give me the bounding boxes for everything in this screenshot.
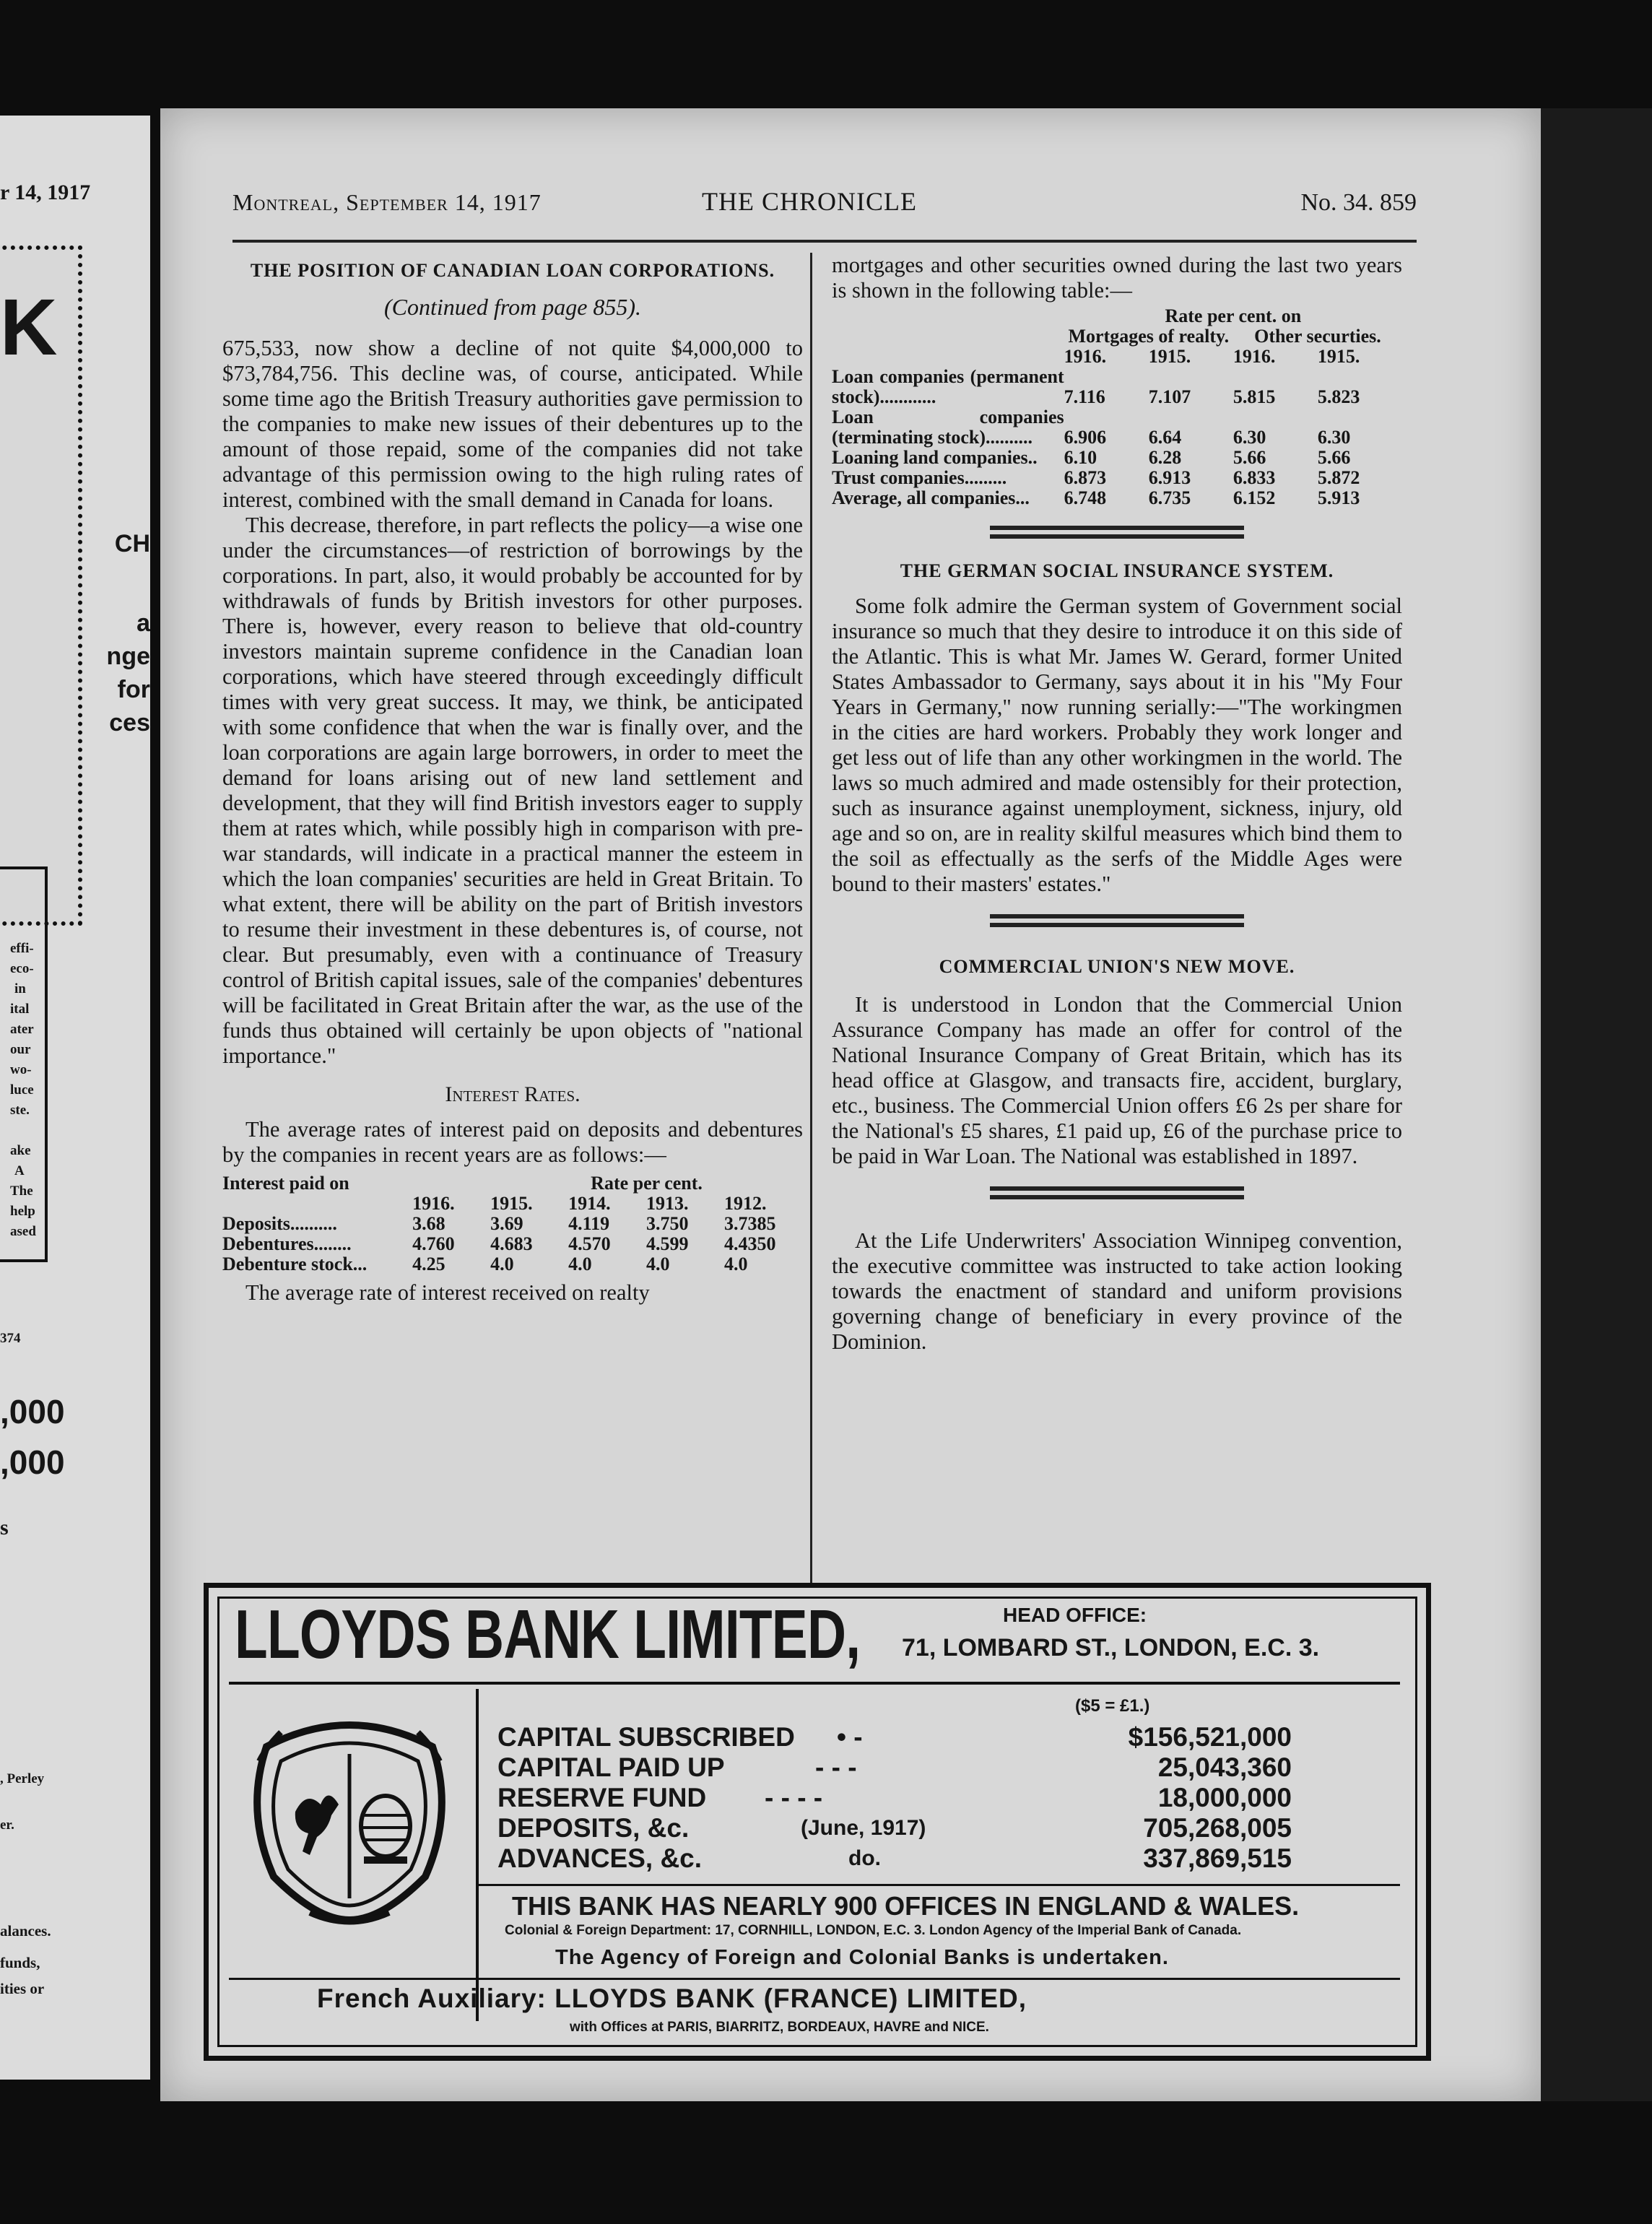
- table-header: Rate per cent. on: [1165, 305, 1302, 326]
- ad-figures: [497, 1722, 1292, 1874]
- left-page-small-2: in: [14, 981, 26, 996]
- table-cell: 1912.: [724, 1193, 767, 1214]
- ad-rule: [479, 1884, 1400, 1886]
- left-page-bottom-1: , Perley: [0, 1771, 45, 1786]
- table-header-row: [832, 306, 1402, 326]
- ad-french-auxiliary: French Auxiliary: LLOYDS BANK (FRANCE) LIMITED,: [317, 1984, 1027, 2013]
- table-cell: Loan companies (permanent stock)............: [832, 366, 1064, 407]
- ad-figure-mid: • -: [837, 1722, 863, 1752]
- table-cell: 1915.: [1317, 346, 1360, 367]
- table-cell: 3.7385: [724, 1213, 776, 1234]
- table-cell: 4.0: [724, 1254, 748, 1274]
- table-cell: 1913.: [646, 1193, 689, 1214]
- table-year-row: [832, 347, 1402, 367]
- header-issue-number: No. 34. 859: [1300, 189, 1417, 216]
- table-cell: 6.873: [1064, 467, 1107, 488]
- table-cell: 6.735: [1148, 487, 1191, 508]
- table-cell: 4.570: [568, 1233, 611, 1254]
- table-cell: Debenture stock...: [222, 1254, 368, 1274]
- table-cell: 1916.: [1064, 346, 1107, 367]
- column-rule: [810, 253, 812, 1668]
- table-cell: 6.30: [1233, 427, 1266, 448]
- table-cell: 5.872: [1317, 467, 1360, 488]
- ad-head-office-label: HEAD OFFICE:: [1003, 1604, 1147, 1626]
- ad-figure-mid: - - - -: [765, 1783, 823, 1812]
- right-column: [832, 253, 1402, 1355]
- left-page-fragment-3: for: [117, 676, 150, 703]
- left-page-fragment-2: nge: [106, 643, 150, 670]
- page-header: [232, 189, 1417, 233]
- table-cell: 4.25: [412, 1254, 445, 1274]
- table-cell: Loaning land companies..: [832, 447, 1038, 468]
- table-cell: 5.66: [1233, 447, 1266, 468]
- table-cell: [832, 306, 1064, 326]
- left-page-bottom-2: er.: [0, 1817, 14, 1833]
- table-cell: 4.599: [646, 1233, 689, 1254]
- ad-agency-line: The Agency of Foreign and Colonial Banks is undertaken.: [555, 1946, 1169, 1969]
- left-page-small-3: ital: [10, 1002, 30, 1017]
- left-page-big-letter: K: [0, 283, 58, 372]
- left-page-fragment: [0, 116, 150, 2080]
- left-page-small-0: effi-: [10, 941, 34, 956]
- table-cell: 5.823: [1317, 386, 1360, 407]
- table-cell: 5.66: [1317, 447, 1351, 468]
- left-page-bottom-3: alances.: [0, 1922, 51, 1940]
- paragraph: It is understood in London that the Commercial Union Assurance Company has made an offer for control of the National Insurance Company of Great Britain, which has its head office at Glasgow, and transacts fire, accident, burglary, etc., business. The Commercial Union offers £6 2s per share for the National's £5 shares, £1 paid up, £6 of the purchase price to be paid in War Loan. The National was established in 1897.: [832, 992, 1402, 1168]
- header-dateline: Montreal, September 14, 1917: [232, 189, 542, 215]
- table-cell: 6.913: [1148, 467, 1191, 488]
- paragraph: At the Life Underwriters' Association Winnipeg convention, the executive committee was instructed to take action looking towards the enactment of standard and uniform provisions governing change of beneficiary in every province of the Dominion.: [832, 1228, 1402, 1354]
- table-header: Interest paid on: [222, 1173, 349, 1194]
- table-cell: 4.0: [568, 1254, 592, 1274]
- table-cell: 1915.: [1148, 346, 1191, 367]
- left-page-small-4: ater: [10, 1022, 34, 1037]
- table-cell: 5.815: [1233, 386, 1276, 407]
- table-row: [222, 1254, 803, 1274]
- left-page-small-11: The: [10, 1183, 33, 1199]
- left-page-bottom-5: ities or: [0, 1980, 45, 1997]
- table-cell: 5.913: [1317, 487, 1360, 508]
- paragraph: Some folk admire the German system of Government social insurance so much that they desire to introduce it on this side of the Atlantic. This is what Mr. James W. Gerard, former United States Ambassador to Germany, says about it in his "My Four Years in Germany," now running serially:—"The workingmen in the cities are hard workers. Probably they work longer and get less out of life than any other workingmen in the world. The laws so much admired and made ostensibly for their protection, such as insurance against unemployment, sickness, injury, old age and so on, are in reality skilful measures which bind them to the soil as effectually as the serfs of the Middle Ages were bound to their masters' estates.": [832, 594, 1402, 896]
- continued-note: (Continued from page 855).: [383, 294, 642, 320]
- left-page-small-10: A: [14, 1163, 25, 1178]
- ad-figure-label: ADVANCES, &c.: [497, 1843, 703, 1873]
- left-page-small-8: ste.: [10, 1103, 30, 1118]
- left-page-date: r 14, 1917: [0, 181, 91, 204]
- table-cell: Average, all companies...: [832, 487, 1030, 508]
- left-page-small-5: our: [10, 1042, 31, 1057]
- ad-figure-label: DEPOSITS, &c.: [497, 1813, 690, 1843]
- table-cell: Loan companies (terminating stock)..........: [832, 407, 1064, 448]
- left-page-small-13: ased: [10, 1224, 36, 1239]
- ad-french-offices: with Offices at PARIS, BIARRITZ, BORDEAUX, HAVRE and NICE.: [570, 2020, 989, 2035]
- paragraph: This decrease, therefore, in part reflects the policy—a wise one under the circumstances—of restriction of borrowings by the corporations. In part, also, it would probably be accounted for by withdrawals of funds by British investors for other purposes. There is, however, every reason to believe that old-country investors maintain supreme confidence in the Canadian loan corporations, which have steered through exceedingly difficult times with very great success. It may, we think, be anticipated with some confidence that when the war is finally over, and the loan corporations are again large borrowers, in order to meet the demand for loans arising out of new land settlement and development, that they will find British investors eager to supply them at rates which, while possibly high in comparison with pre-war standards, will indicate in a practical manner the esteem in which the loan companies' securities are held in Great Britain. To what extent, there will be ability on the part of British investors to resume their investment in these debentures is, of course, not clear. But presumably, even with a continuance of Treasury control of British capital issues, sale of the companies' debentures will be facilitated in Great Britain after the war, as the use of the funds thus obtained will certainly be upon objects of "national importance.": [222, 513, 803, 1068]
- ad-figure-row: [497, 1722, 1292, 1752]
- left-page-num-label: 374: [0, 1331, 21, 1346]
- table-cell: 7.107: [1148, 386, 1191, 407]
- table-header: Other securties.: [1254, 326, 1381, 347]
- table-cell: [222, 1194, 412, 1214]
- ad-figure-value: 337,869,515: [1143, 1843, 1292, 1873]
- table-row: [832, 468, 1402, 488]
- ad-figure-row: [497, 1813, 1292, 1843]
- section-separator: [990, 1186, 1244, 1199]
- left-page-s: s: [0, 1516, 9, 1539]
- table-cell: 6.64: [1148, 427, 1182, 448]
- table-row: [832, 448, 1402, 468]
- left-page-ch: CH: [114, 530, 150, 557]
- table-cell: Debentures........: [222, 1233, 352, 1254]
- table-cell: 6.10: [1064, 447, 1097, 468]
- newspaper-page: [160, 108, 1541, 2101]
- table-cell: [832, 326, 1064, 347]
- table-cell: 4.119: [568, 1213, 610, 1234]
- table-cell: 1914.: [568, 1193, 611, 1214]
- article-title-canadian-loan: THE POSITION OF CANADIAN LOAN CORPORATIONS.: [250, 260, 775, 281]
- table-cell: 1916.: [1233, 346, 1276, 367]
- ad-figure-row: [497, 1783, 1292, 1813]
- table-cell: 4.0: [490, 1254, 514, 1274]
- table-cell: 6.833: [1233, 467, 1276, 488]
- table-cell: 1916.: [412, 1193, 455, 1214]
- table-cell: 6.30: [1317, 427, 1351, 448]
- ad-address: 71, LOMBARD ST., LONDON, E.C. 3.: [902, 1634, 1320, 1662]
- table-cell: 6.748: [1064, 487, 1107, 508]
- ad-figure-value: 705,268,005: [1143, 1813, 1292, 1843]
- ad-figure-value: 25,043,360: [1157, 1752, 1292, 1782]
- left-page-num-2: ,000: [0, 1443, 65, 1481]
- table-cell: Trust companies.........: [832, 467, 1007, 488]
- ad-bank-name: LLOYDS BANK LIMITED,: [235, 1596, 861, 1673]
- book-spine: [1541, 108, 1652, 2101]
- table-cell: 4.683: [490, 1233, 533, 1254]
- table-row: [222, 1214, 803, 1234]
- ad-figure-mid: - - -: [815, 1752, 857, 1782]
- table-header-row: [222, 1173, 803, 1194]
- ad-figure-mid: do.: [848, 1846, 881, 1870]
- bank-crest-icon: [238, 1703, 461, 1927]
- table-row: [832, 488, 1402, 508]
- ad-figure-mid: (June, 1917): [801, 1816, 926, 1840]
- left-page-small-1: eco-: [10, 961, 34, 976]
- left-page-bottom-4: funds,: [0, 1954, 40, 1971]
- article-title-commercial-union: COMMERCIAL UNION'S NEW MOVE.: [939, 956, 1295, 977]
- left-page-small-12: help: [10, 1204, 35, 1219]
- ad-colonial-line: Colonial & Foreign Department: 17, CORNHILL, LONDON, E.C. 3. London Agency of the Imperial Bank of Canada.: [505, 1923, 1242, 1938]
- table-cell: 3.69: [490, 1213, 523, 1234]
- ad-figure-row: [497, 1752, 1292, 1783]
- left-column: [222, 259, 803, 1306]
- table-year-row: [222, 1194, 803, 1214]
- paragraph: 675,533, now show a decline of not quite $4,000,000 to $73,784,756. This decline was, of course, anticipated. While some time ago the British Treasury authorities gave permission to the companies to make new issues of their debentures up to the amount of those repaid, some of the companies did not take advantage of this permission owing to the high ruling rates of interest, combined with the small demand in Canada for loans.: [222, 336, 803, 512]
- ad-figure-value: $156,521,000: [1128, 1722, 1292, 1752]
- paragraph: The average rates of interest paid on deposits and debentures by the companies in recent years are as follows:—: [222, 1117, 803, 1167]
- table-header-row: [832, 326, 1402, 347]
- ad-rule: [229, 1682, 1400, 1685]
- paragraph: mortgages and other securities owned during the last two years is shown in the following table:—: [832, 253, 1402, 303]
- rates-received-table: [832, 306, 1402, 508]
- table-cell: Deposits..........: [222, 1213, 337, 1234]
- left-page-small-7: luce: [10, 1082, 34, 1098]
- table-row: [832, 407, 1402, 448]
- table-cell: [832, 347, 1064, 367]
- ad-figure-label: CAPITAL SUBSCRIBED: [497, 1722, 795, 1752]
- table-header: Rate per cent.: [591, 1173, 703, 1194]
- ad-rule: [229, 1978, 1400, 1980]
- ad-vertical-rule: [476, 1689, 479, 2021]
- table-cell: 4.760: [412, 1233, 455, 1254]
- table-cell: 3.750: [646, 1213, 689, 1234]
- paragraph: The average rate of interest received on realty: [245, 1280, 650, 1305]
- left-page-fragment-4: ces: [109, 709, 150, 737]
- table-cell: 4.4350: [724, 1233, 776, 1254]
- table-cell: 3.68: [412, 1213, 445, 1234]
- table-cell: 4.0: [646, 1254, 670, 1274]
- article-title-german-insurance: THE GERMAN SOCIAL INSURANCE SYSTEM.: [900, 560, 1334, 581]
- subhead-interest-rates: Interest Rates.: [445, 1082, 581, 1106]
- table-row: [222, 1234, 803, 1254]
- left-page-num-1: ,000: [0, 1393, 65, 1430]
- left-page-fragment-1: a: [136, 609, 150, 637]
- section-separator: [990, 526, 1244, 539]
- table-row: [832, 367, 1402, 407]
- ad-offices-line: THIS BANK HAS NEARLY 900 OFFICES IN ENGLAND & WALES.: [512, 1891, 1300, 1921]
- lloyds-bank-ad: [204, 1583, 1431, 2061]
- interest-paid-table: [222, 1173, 803, 1274]
- left-page-small-9: ake: [10, 1143, 31, 1158]
- ad-conversion-note: ($5 = £1.): [1075, 1696, 1150, 1716]
- ad-figure-value: 18,000,000: [1157, 1783, 1292, 1812]
- ad-figure-label: RESERVE FUND: [497, 1783, 707, 1812]
- header-rule: [232, 240, 1417, 243]
- table-cell: 1915.: [490, 1193, 533, 1214]
- table-cell: 6.152: [1233, 487, 1276, 508]
- table-cell: 6.28: [1148, 447, 1182, 468]
- ad-figure-label: CAPITAL PAID UP: [497, 1752, 725, 1782]
- table-cell: 6.906: [1064, 427, 1107, 448]
- ad-figure-row: [497, 1843, 1292, 1874]
- section-separator: [990, 914, 1244, 927]
- left-page-small-6: wo-: [10, 1062, 32, 1077]
- header-masthead: THE CHRONICLE: [702, 187, 917, 216]
- table-header: Mortgages of realty.: [1068, 326, 1230, 347]
- table-cell: 7.116: [1064, 386, 1105, 407]
